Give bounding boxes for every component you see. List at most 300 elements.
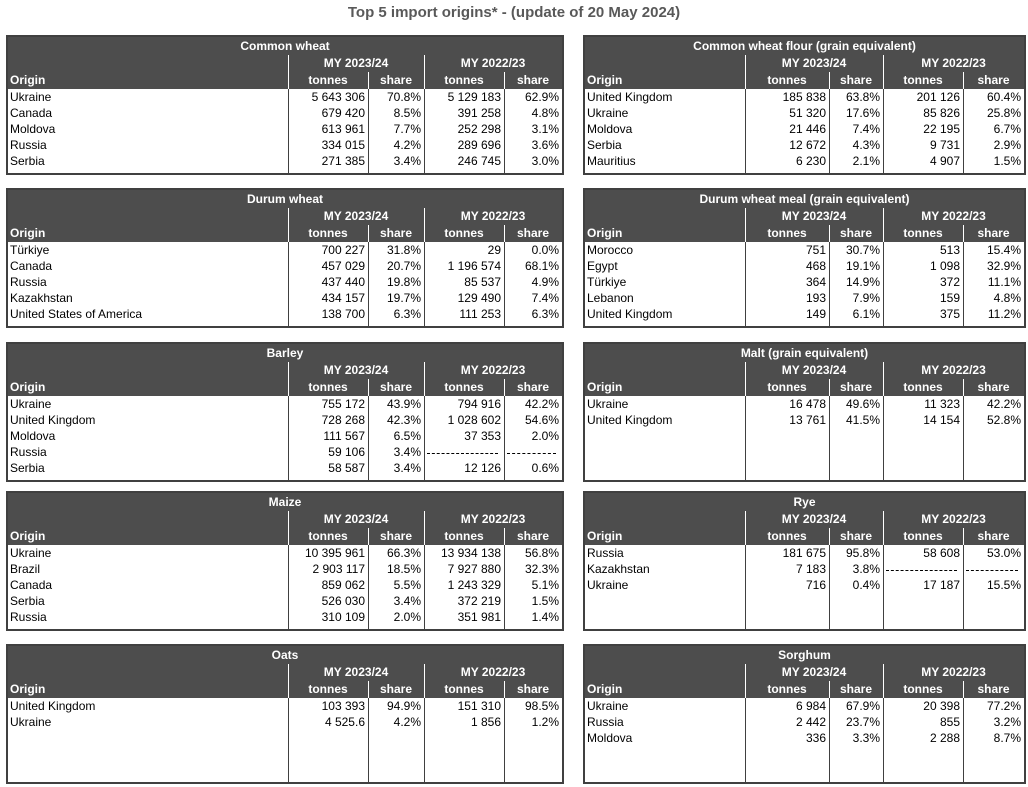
share-2022-23-cell: 52.8%	[986, 413, 1021, 427]
share-2023-24-cell: 0.4%	[852, 578, 880, 592]
column-divider	[424, 242, 425, 326]
my-2023-24-header: MY 2023/24	[781, 363, 847, 377]
share-header: share	[516, 380, 550, 394]
origin-cell: Moldova	[10, 122, 56, 136]
share-2023-24-cell: 17.6%	[845, 106, 880, 120]
share-2023-24-cell: 49.6%	[845, 397, 880, 411]
page-title: Top 5 import origins* - (update of 20 May 2024)	[347, 4, 681, 21]
durum-wheat-body	[8, 242, 562, 326]
origin-cell: Kazakhstan	[587, 562, 650, 576]
tonnes-2022-23-cell: 22 195	[923, 122, 960, 136]
column-divider	[424, 698, 425, 782]
column-divider	[368, 396, 369, 480]
column-divider	[504, 396, 505, 480]
origin-cell: Mauritius	[587, 154, 636, 168]
no-data-dash	[427, 444, 498, 454]
share-2022-23-cell: 7.4%	[531, 291, 559, 305]
table-row	[8, 577, 562, 593]
my-2022-23-header: MY 2022/23	[921, 363, 986, 377]
tonnes-2023-24-cell: 4 525.6	[324, 715, 365, 729]
malt-panel	[583, 342, 1026, 482]
column-divider	[424, 511, 425, 528]
my-2022-23-header: MY 2022/23	[921, 56, 986, 70]
share-2023-24-cell: 6.3%	[393, 307, 421, 321]
table-row	[585, 730, 1024, 746]
column-divider	[504, 225, 505, 242]
column-divider	[829, 528, 830, 545]
table-row	[8, 561, 562, 577]
column-divider	[504, 698, 505, 782]
tonnes-2023-24-cell: 526 030	[321, 594, 365, 608]
share-header: share	[977, 380, 1010, 394]
common-wheat-header	[8, 55, 562, 89]
column-divider	[368, 379, 369, 396]
empty-row	[585, 762, 1024, 778]
column-divider	[745, 379, 746, 396]
origin-cell: Türkiye	[587, 275, 627, 289]
malt-title: Malt (grain equivalent)	[585, 344, 1024, 363]
column-divider	[745, 511, 746, 528]
column-divider	[504, 72, 505, 89]
common-wheat-flour-panel	[583, 35, 1026, 175]
barley-body	[8, 396, 562, 480]
column-divider	[504, 89, 505, 173]
share-header: share	[516, 73, 550, 87]
share-2022-23-cell	[963, 561, 1024, 577]
common-wheat-flour-body	[585, 89, 1024, 173]
column-divider	[288, 89, 289, 173]
tonnes-2023-24-cell: 13 761	[789, 413, 826, 427]
column-divider	[829, 698, 830, 782]
share-2023-24-cell: 3.4%	[393, 594, 421, 608]
origin-header: Origin	[587, 226, 623, 240]
durum-wheat-meal-body	[585, 242, 1024, 326]
tonnes-2023-24-cell: 149	[805, 307, 826, 321]
my-2023-24-header: MY 2023/24	[781, 512, 847, 526]
origin-cell: Brazil	[10, 562, 41, 576]
column-divider	[745, 242, 746, 326]
share-header: share	[379, 682, 413, 696]
share-2022-23-cell: 1.4%	[531, 610, 559, 624]
column-divider	[883, 362, 884, 379]
tonnes-2023-24-cell: 2 442	[795, 715, 826, 729]
column-divider	[288, 362, 289, 379]
table-row	[585, 545, 1024, 561]
tonnes-header: tonnes	[308, 682, 348, 696]
oats-header	[8, 664, 562, 698]
share-2023-24-cell: 3.4%	[393, 461, 421, 475]
share-2023-24-cell: 4.3%	[852, 138, 880, 152]
sorghum-panel	[583, 644, 1026, 784]
table-row	[8, 290, 562, 306]
column-divider	[288, 72, 289, 89]
tonnes-2023-24-cell: 111 567	[323, 429, 365, 443]
share-2023-24-cell: 3.8%	[852, 562, 880, 576]
share-2022-23-cell: 5.1%	[531, 578, 559, 592]
column-divider	[368, 681, 369, 698]
my-2022-23-header: MY 2022/23	[921, 665, 986, 679]
origin-cell: Russia	[10, 445, 47, 459]
tonnes-header: tonnes	[903, 529, 943, 543]
my-2022-23-header: MY 2022/23	[460, 363, 526, 377]
table-row	[585, 105, 1024, 121]
share-2022-23-cell: 3.1%	[531, 122, 559, 136]
tonnes-2022-23-cell: 12 126	[464, 461, 501, 475]
share-2023-24-cell: 66.3%	[386, 546, 421, 560]
durum-wheat-meal-header	[585, 208, 1024, 242]
sorghum-header	[585, 664, 1024, 698]
barley-title: Barley	[8, 344, 562, 363]
no-data-dash	[886, 561, 957, 571]
share-header: share	[839, 73, 873, 87]
barley-panel	[6, 342, 564, 482]
share-2023-24-cell: 42.3%	[386, 413, 421, 427]
column-divider	[288, 698, 289, 782]
column-divider	[368, 528, 369, 545]
table-row	[8, 428, 562, 444]
column-divider	[504, 681, 505, 698]
share-header: share	[516, 226, 550, 240]
share-2023-24-cell: 19.1%	[845, 259, 880, 273]
tonnes-2022-23-cell	[424, 444, 504, 460]
origin-cell: Ukraine	[10, 715, 52, 729]
share-header: share	[839, 529, 873, 543]
tonnes-header: tonnes	[444, 226, 484, 240]
tonnes-2022-23-cell: 85 537	[464, 275, 501, 289]
share-2022-23-cell: 8.7%	[993, 731, 1021, 745]
empty-row	[585, 428, 1024, 444]
origin-cell: Ukraine	[10, 546, 52, 560]
column-divider	[424, 55, 425, 72]
table-row	[8, 137, 562, 153]
share-2023-24-cell: 7.9%	[852, 291, 880, 305]
origin-cell: Serbia	[10, 461, 45, 475]
table-row	[585, 242, 1024, 258]
share-header: share	[977, 73, 1010, 87]
table-row	[8, 396, 562, 412]
share-header: share	[379, 380, 413, 394]
share-2022-23-cell: 53.0%	[986, 546, 1021, 560]
tonnes-2023-24-cell: 434 157	[321, 291, 365, 305]
share-2022-23-cell: 32.3%	[524, 562, 559, 576]
table-row	[8, 593, 562, 609]
tonnes-2022-23-cell: 4 907	[929, 154, 960, 168]
tonnes-header: tonnes	[903, 380, 943, 394]
tonnes-2022-23-cell: 201 126	[916, 90, 960, 104]
empty-row	[585, 460, 1024, 476]
malt-header	[585, 362, 1024, 396]
tonnes-2022-23-cell: 17 187	[923, 578, 960, 592]
share-2022-23-cell: 2.9%	[993, 138, 1021, 152]
tonnes-2023-24-cell: 7 183	[795, 562, 826, 576]
oats-panel	[6, 644, 564, 784]
column-divider	[883, 225, 884, 242]
column-divider	[424, 362, 425, 379]
share-2023-24-cell: 6.5%	[393, 429, 421, 443]
tonnes-2023-24-cell: 10 395 961	[304, 546, 365, 560]
origin-cell: Ukraine	[10, 90, 52, 104]
tonnes-2022-23-cell: 391 258	[457, 106, 501, 120]
table-row	[8, 306, 562, 322]
table-row	[585, 274, 1024, 290]
tonnes-header: tonnes	[444, 380, 484, 394]
column-divider	[368, 242, 369, 326]
tonnes-2022-23-cell: 1 028 602	[447, 413, 501, 427]
share-2022-23-cell: 4.8%	[993, 291, 1021, 305]
column-divider	[883, 698, 884, 782]
tonnes-2023-24-cell: 437 440	[321, 275, 365, 289]
column-divider	[963, 681, 964, 698]
origin-header: Origin	[587, 73, 623, 87]
barley-header	[8, 362, 562, 396]
origin-cell: Russia	[10, 610, 47, 624]
column-divider	[963, 242, 964, 326]
share-2022-23-cell: 11.2%	[987, 307, 1021, 321]
durum-wheat-header	[8, 208, 562, 242]
tonnes-header: tonnes	[444, 529, 484, 543]
empty-row	[585, 593, 1024, 609]
tonnes-2022-23-cell: 375	[939, 307, 960, 321]
share-2023-24-cell: 19.8%	[386, 275, 421, 289]
origin-cell: Egypt	[587, 259, 618, 273]
column-divider	[368, 545, 369, 629]
tonnes-2022-23-cell: 29	[487, 243, 501, 257]
share-2023-24-cell: 67.9%	[845, 699, 880, 713]
origin-cell: Ukraine	[10, 397, 52, 411]
column-divider	[288, 396, 289, 480]
tonnes-2023-24-cell: 58 587	[328, 461, 365, 475]
tonnes-2022-23-cell: 372 219	[457, 594, 501, 608]
column-divider	[883, 681, 884, 698]
common-wheat-flour-header	[585, 55, 1024, 89]
origin-header: Origin	[10, 529, 46, 543]
column-divider	[424, 396, 425, 480]
tonnes-2023-24-cell: 21 446	[789, 122, 826, 136]
tonnes-2023-24-cell: 728 268	[321, 413, 365, 427]
share-2023-24-cell: 70.8%	[386, 90, 421, 104]
tonnes-2022-23-cell: 9 731	[929, 138, 960, 152]
origin-cell: Serbia	[587, 138, 622, 152]
column-divider	[424, 208, 425, 225]
table-row	[585, 89, 1024, 105]
tonnes-header: tonnes	[767, 682, 807, 696]
tonnes-2022-23-cell: 1 098	[929, 259, 960, 273]
empty-row	[585, 609, 1024, 625]
oats-body	[8, 698, 562, 782]
column-divider	[288, 681, 289, 698]
share-2022-23-cell: 1.5%	[531, 594, 559, 608]
share-2022-23-cell: 32.9%	[986, 259, 1021, 273]
column-divider	[963, 545, 964, 629]
tonnes-2023-24-cell: 138 700	[321, 307, 365, 321]
origin-cell: Morocco	[587, 243, 634, 257]
tonnes-header: tonnes	[903, 682, 943, 696]
maize-panel	[6, 491, 564, 631]
share-2023-24-cell: 95.8%	[845, 546, 880, 560]
column-divider	[424, 379, 425, 396]
column-divider	[504, 545, 505, 629]
table-row	[8, 444, 562, 460]
table-row	[8, 460, 562, 476]
share-2022-23-cell: 0.6%	[531, 461, 559, 475]
share-2022-23-cell: 3.6%	[531, 138, 559, 152]
table-row	[8, 121, 562, 137]
column-divider	[745, 72, 746, 89]
tonnes-2023-24-cell: 336	[805, 731, 826, 745]
share-2022-23-cell	[504, 444, 562, 460]
common-wheat-title: Common wheat	[8, 37, 562, 56]
tonnes-header: tonnes	[308, 226, 348, 240]
table-row	[585, 153, 1024, 169]
tonnes-2022-23-cell	[883, 561, 963, 577]
share-2022-23-cell: 1.2%	[531, 715, 559, 729]
column-divider	[829, 681, 830, 698]
column-divider	[883, 545, 884, 629]
empty-row	[585, 444, 1024, 460]
column-divider	[829, 545, 830, 629]
tonnes-2022-23-cell: 5 129 183	[447, 90, 501, 104]
origin-cell: Ukraine	[587, 699, 629, 713]
tonnes-2023-24-cell: 751	[805, 243, 826, 257]
tonnes-2023-24-cell: 613 961	[321, 122, 365, 136]
tonnes-2022-23-cell: 11 323	[924, 397, 960, 411]
tonnes-header: tonnes	[767, 529, 807, 543]
maize-body	[8, 545, 562, 629]
empty-row	[8, 746, 562, 762]
common-wheat-flour-title: Common wheat flour (grain equivalent)	[585, 37, 1024, 56]
column-divider	[368, 72, 369, 89]
column-divider	[745, 362, 746, 379]
tonnes-2022-23-cell: 151 310	[457, 699, 501, 713]
table-row	[8, 89, 562, 105]
column-divider	[883, 511, 884, 528]
share-header: share	[379, 73, 413, 87]
origin-cell: Ukraine	[587, 578, 629, 592]
tonnes-2023-24-cell: 5 643 306	[311, 90, 365, 104]
tonnes-2023-24-cell: 334 015	[321, 138, 365, 152]
origin-cell: United Kingdom	[587, 307, 673, 321]
share-2023-24-cell: 3.4%	[393, 445, 421, 459]
column-divider	[288, 511, 289, 528]
origin-header: Origin	[10, 380, 46, 394]
column-divider	[745, 55, 746, 72]
tonnes-2022-23-cell: 20 398	[923, 699, 960, 713]
tonnes-2023-24-cell: 2 903 117	[312, 562, 365, 576]
column-divider	[883, 664, 884, 681]
my-2023-24-header: MY 2023/24	[781, 665, 847, 679]
table-row	[8, 105, 562, 121]
oats-title: Oats	[8, 646, 562, 665]
table-row	[585, 412, 1024, 428]
tonnes-2022-23-cell: 129 490	[457, 291, 501, 305]
column-divider	[829, 89, 830, 173]
empty-row	[8, 730, 562, 746]
tonnes-2023-24-cell: 193	[805, 291, 826, 305]
share-2022-23-cell: 60.4%	[986, 90, 1021, 104]
common-wheat-panel	[6, 35, 564, 175]
column-divider	[963, 528, 964, 545]
my-2023-24-header: MY 2023/24	[323, 665, 389, 679]
share-2022-23-cell: 42.2%	[986, 397, 1021, 411]
share-2023-24-cell: 3.4%	[393, 154, 421, 168]
rye-title: Rye	[585, 493, 1024, 512]
tonnes-2022-23-cell: 13 934 138	[440, 546, 501, 560]
tonnes-2023-24-cell: 51 320	[789, 106, 826, 120]
column-divider	[288, 664, 289, 681]
share-2023-24-cell: 6.1%	[852, 307, 880, 321]
tonnes-2023-24-cell: 457 029	[321, 259, 365, 273]
table-row	[8, 545, 562, 561]
table-row	[585, 714, 1024, 730]
tonnes-2023-24-cell: 679 420	[321, 106, 365, 120]
empty-row	[585, 746, 1024, 762]
column-divider	[963, 379, 964, 396]
origin-cell: Kazakhstan	[10, 291, 73, 305]
column-divider	[424, 664, 425, 681]
tonnes-2023-24-cell: 6 230	[795, 154, 826, 168]
column-divider	[368, 698, 369, 782]
maize-header	[8, 511, 562, 545]
tonnes-2022-23-cell: 1 243 329	[447, 578, 501, 592]
share-2022-23-cell: 4.8%	[531, 106, 559, 120]
tonnes-2022-23-cell: 37 353	[464, 429, 501, 443]
table-row	[8, 714, 562, 730]
share-2023-24-cell: 30.7%	[845, 243, 880, 257]
table-row	[585, 290, 1024, 306]
sorghum-title: Sorghum	[585, 646, 1024, 665]
tonnes-2023-24-cell: 16 478	[789, 397, 826, 411]
table-row	[585, 698, 1024, 714]
tonnes-2022-23-cell: 1 856	[470, 715, 501, 729]
origin-cell: Russia	[10, 138, 47, 152]
share-2023-24-cell: 2.1%	[852, 154, 880, 168]
share-2022-23-cell: 6.7%	[993, 122, 1021, 136]
share-header: share	[977, 682, 1010, 696]
column-divider	[368, 225, 369, 242]
empty-row	[8, 762, 562, 778]
column-divider	[424, 225, 425, 242]
table-row	[585, 306, 1024, 322]
share-2023-24-cell: 5.5%	[393, 578, 421, 592]
origin-cell: United Kingdom	[587, 90, 673, 104]
origin-cell: United Kingdom	[587, 413, 673, 427]
column-divider	[288, 55, 289, 72]
share-2022-23-cell: 62.9%	[524, 90, 559, 104]
share-2022-23-cell: 98.5%	[524, 699, 559, 713]
malt-body	[585, 396, 1024, 480]
origin-cell: Canada	[10, 259, 53, 273]
share-header: share	[977, 226, 1010, 240]
tonnes-header: tonnes	[444, 682, 484, 696]
column-divider	[883, 72, 884, 89]
table-row	[585, 258, 1024, 274]
share-2023-24-cell: 2.0%	[393, 610, 421, 624]
table-row	[8, 698, 562, 714]
share-2022-23-cell: 15.5%	[986, 578, 1021, 592]
tonnes-header: tonnes	[308, 73, 348, 87]
tonnes-2023-24-cell: 468	[805, 259, 826, 273]
origin-cell: Russia	[10, 275, 47, 289]
tonnes-2022-23-cell: 513	[939, 243, 960, 257]
my-2023-24-header: MY 2023/24	[781, 56, 847, 70]
tonnes-2023-24-cell: 755 172	[321, 397, 365, 411]
tonnes-2022-23-cell: 111 253	[459, 307, 501, 321]
share-2022-23-cell: 3.2%	[993, 715, 1021, 729]
share-2022-23-cell: 56.8%	[524, 546, 559, 560]
tonnes-2022-23-cell: 7 927 880	[447, 562, 501, 576]
column-divider	[745, 528, 746, 545]
my-2022-23-header: MY 2022/23	[460, 665, 526, 679]
